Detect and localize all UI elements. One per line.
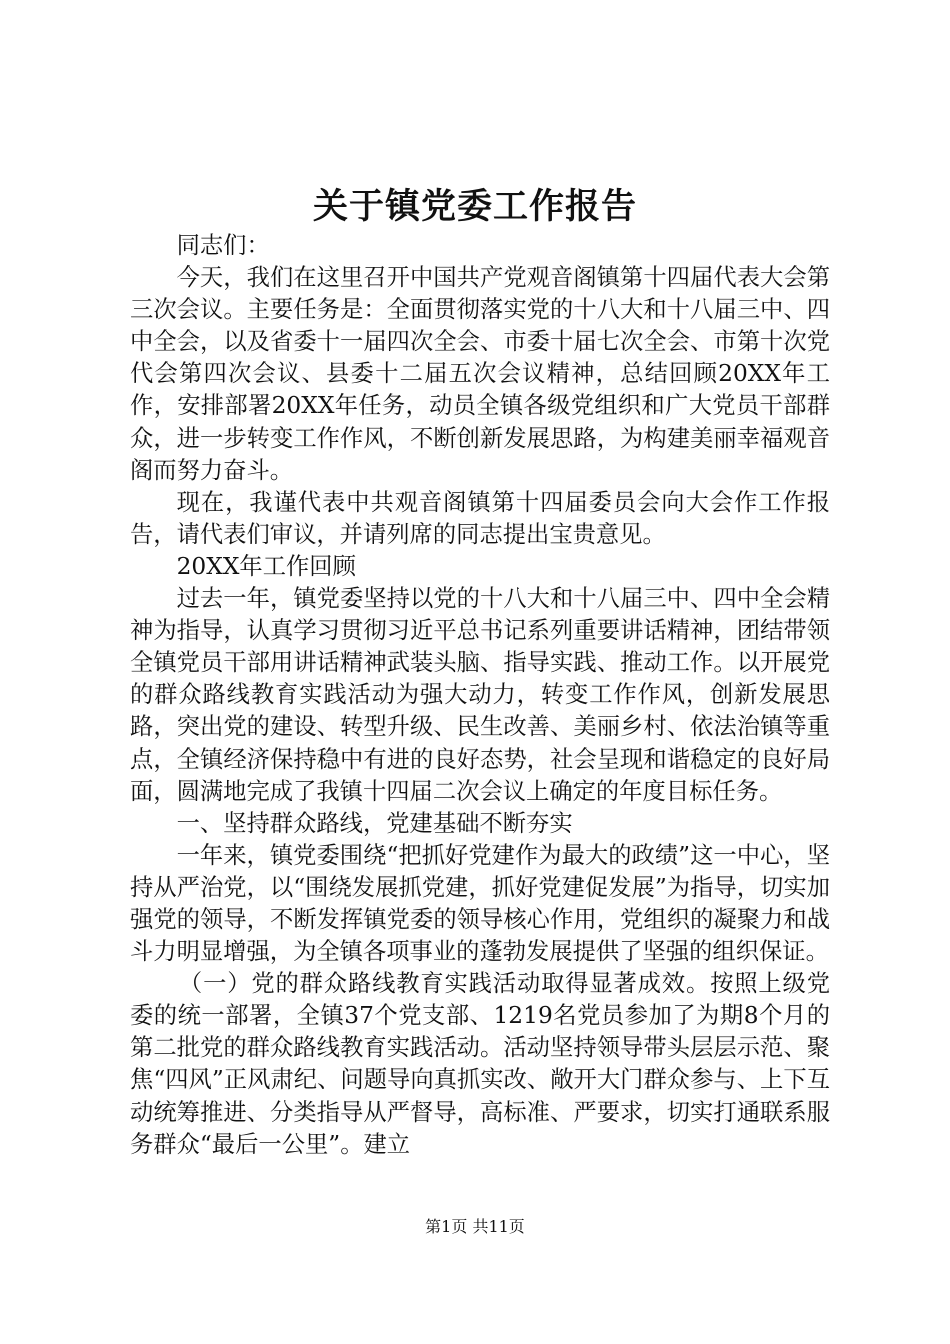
document-title: 关于镇党委工作报告 [312, 186, 637, 227]
paragraph-intro: 今天，我们在这里召开中国共产党观音阁镇第十四届代表大会第三次会议。主要任务是：全面贯彻落实党的十八大和十八届三中、四中全会，以及省委十一届四次全会、市委十届七次全会、市第十次党代会第四次会议、县委十二届五次会议精神，总结回顾20XX年工作，安排部署20XX年任务，动员全镇各级党组织和广大党员干部群众，进一步转变工作作风，不断创新发展思路，为构建美丽幸福观音阁而努力奋斗。 [130, 264, 830, 484]
paragraph-review: 过去一年，镇党委坚持以党的十八大和十八届三中、四中全会精神为指导，认真学习贯彻习近平总书记系列重要讲话精神，团结带领全镇党员干部用讲话精神武装头脑、指导实践、推动工作。以开展党的群众路线教育实践活动为强大动力，转变工作作风，创新发展思路，突出党的建设、转型升级、民生改善、美丽乡村、依法治镇等重点，全镇经济保持稳中有进的良好态势，社会呈现和谐稳定的良好局面，圆满地完成了我镇十四届二次会议上确定的年度目标任务。 [130, 585, 830, 805]
section-heading-review: 20XX年工作回顾 [176, 552, 356, 580]
salutation: 同志们： [176, 232, 270, 259]
paragraph-report-statement: 现在，我谨代表中共观音阁镇第十四届委员会向大会作工作报告，请代表们审议，并请列席的同志提出宝贵意见。 [130, 488, 830, 548]
page-footer: 第1页 共11页 [425, 1217, 525, 1236]
paragraph-subsection-1: （一）党的群众路线教育实践活动取得显著成效。按照上级党委的统一部署，全镇37个党支部、1219名党员参加了为期8个月的第二批党的群众路线教育实践活动。活动坚持领导带头层层示范、聚焦“四风”正风肃纪、问题导向真抓实改、敞开大门群众参与、上下互动统筹推进、分类指导从严督导，高标准、严要求，切实打通联系服务群众“最后一公里”。建立 [130, 970, 830, 1158]
document-body [130, 230, 830, 1161]
paragraph-section-1: 一年来，镇党委围绕“把抓好党建作为最大的政绩”这一中心，坚持从严治党，以“围绕发展抓党建，抓好党建促发展”为指导，切实加强党的领导，不断发挥镇党委的领导核心作用，党组织的凝聚力和战斗力明显增强，为全镇各项事业的蓬勃发展提供了坚强的组织保证。 [130, 841, 830, 966]
section-heading-1: 一、坚持群众路线，党建基础不断夯实 [176, 809, 573, 837]
